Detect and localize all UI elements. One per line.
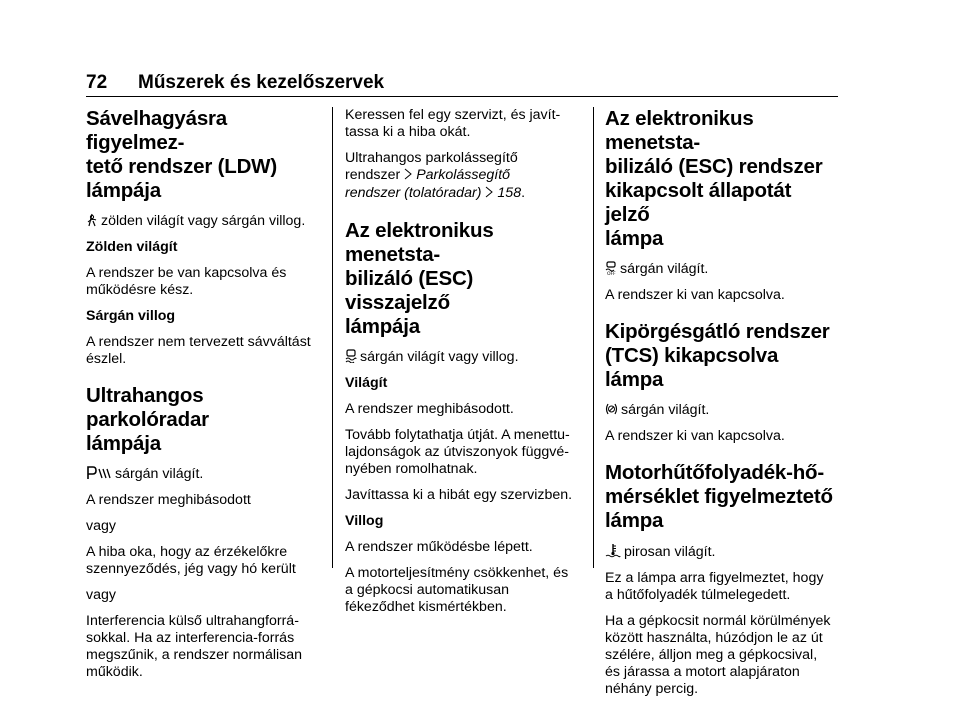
ldw-amber-text: A rendszer nem tervezett sávváltást észlel.: [86, 334, 311, 367]
column-2: [345, 107, 583, 625]
crossref-link[interactable]: rendszer (tolatóradar): [345, 185, 482, 201]
esc-skid-icon: [345, 349, 357, 363]
parking-intro: sárgán világít.: [86, 466, 322, 483]
crossref-arrow-icon: [484, 186, 494, 203]
column-3: [605, 107, 841, 707]
esc-off-intro: OFF sárgán világít.: [607, 261, 709, 277]
section-heading-tcs: Kipörgésgátló rendszer (TCS) kikapcsolva lámpa: [605, 320, 830, 391]
section-heading-parking: Ultrahangos parkolóradar lámpája: [86, 384, 209, 455]
esc-performance-text: A motorteljesítmény csökkenhet, és a gépkocsi automatikusan fékeződhet kismértékben.: [345, 565, 569, 615]
tcs-intro: sárgán világít.: [605, 402, 841, 419]
coolant-intro: pirosan világít.: [605, 543, 841, 561]
parking-or-1: vagy: [86, 518, 116, 534]
section-heading-esc-off: Az elektronikus menetsta- bilizáló (ESC) rendszer kikapcsolt állapotát jelző lámpa: [605, 107, 823, 250]
column-divider: [332, 107, 333, 568]
ldw-green-title: Zölden világít: [86, 239, 178, 255]
parking-sensor-icon: [86, 466, 112, 480]
esc-continue-text: Tovább folytathatja útját. A menettu- lajdonságok az útviszonyok függvé- nyében romolhatnak.: [345, 427, 570, 477]
section-heading-coolant: Motorhűtőfolyadék-hő- mérséklet figyelmeztető lámpa: [605, 461, 833, 532]
page-header: [86, 70, 838, 97]
ldw-green-text: A rendszer be van kapcsolva és működésre kész.: [86, 265, 287, 298]
esc-intro: sárgán világít vagy villog.: [345, 349, 583, 366]
tcs-text: A rendszer ki van kapcsolva.: [605, 428, 785, 444]
coolant-text-2: Ha a gépkocsit normál körülmények között használta, húzódjon le az út szélére, álljon meg a gépkocsival, és járassa a motort alapjáraton néhány percig.: [605, 613, 831, 697]
ldw-amber-title: Sárgán villog: [86, 308, 176, 324]
parking-text-1: A rendszer meghibásodott: [86, 492, 251, 508]
esc-blink-text: A rendszer működésbe lépett.: [345, 539, 533, 555]
crossref-page[interactable]: 158: [497, 185, 522, 201]
coolant-text-1: Ez a lámpa arra figyelmeztet, hogy a hűtőfolyadék túlmelegedett.: [605, 570, 824, 603]
crossref-link[interactable]: Parkolássegítő: [416, 167, 511, 183]
parking-or-2: vagy: [86, 587, 116, 603]
esc-blink-title: Villog: [345, 513, 384, 529]
section-heading-esc: Az elektronikus menetsta- bilizáló (ESC) visszajelző lámpája: [345, 219, 494, 338]
esc-off-text: A rendszer ki van kapcsolva.: [605, 287, 785, 303]
crossref-arrow-icon: [403, 168, 413, 185]
section-heading-ldw: Sávelhagyásra figyelmez- tető rendszer (LDW) lámpája: [86, 107, 277, 202]
ldw-intro: zölden világít vagy sárgán villog.: [86, 213, 322, 230]
lane-departure-icon: [86, 213, 98, 227]
esc-repair-text: Javíttassa ki a hibát egy szervizben.: [345, 487, 573, 503]
esc-lit-text: A rendszer meghibásodott.: [345, 401, 514, 417]
parking-crossref: Ultrahangos parkolássegítő rendszer Parkolássegítő rendszer (tolatóradar) 158.: [345, 150, 526, 201]
column-1: [86, 107, 322, 690]
svg-text:OFF: OFF: [607, 272, 616, 275]
tcs-off-icon: [605, 402, 618, 416]
chapter-title: Műszerek és kezelőszervek: [138, 72, 385, 93]
esc-lit-title: Világít: [345, 375, 388, 391]
parking-text-3: Interferencia külső ultrahangforrá- sokkal. Ha az interferencia-forrás megszűnik, a rendszer normálisan működik.: [86, 613, 303, 680]
column-divider: [593, 107, 594, 568]
coolant-temperature-icon: [605, 543, 621, 558]
parking-text-2: A hiba oka, hogy az érzékelőkre szennyeződés, jég vagy hó került: [86, 544, 296, 577]
esc-off-icon: [605, 261, 617, 275]
page-number: 72: [86, 72, 108, 93]
parking-service-text: Keressen fel egy szervizt, és javít- tassa ki a hiba okát.: [345, 107, 561, 140]
